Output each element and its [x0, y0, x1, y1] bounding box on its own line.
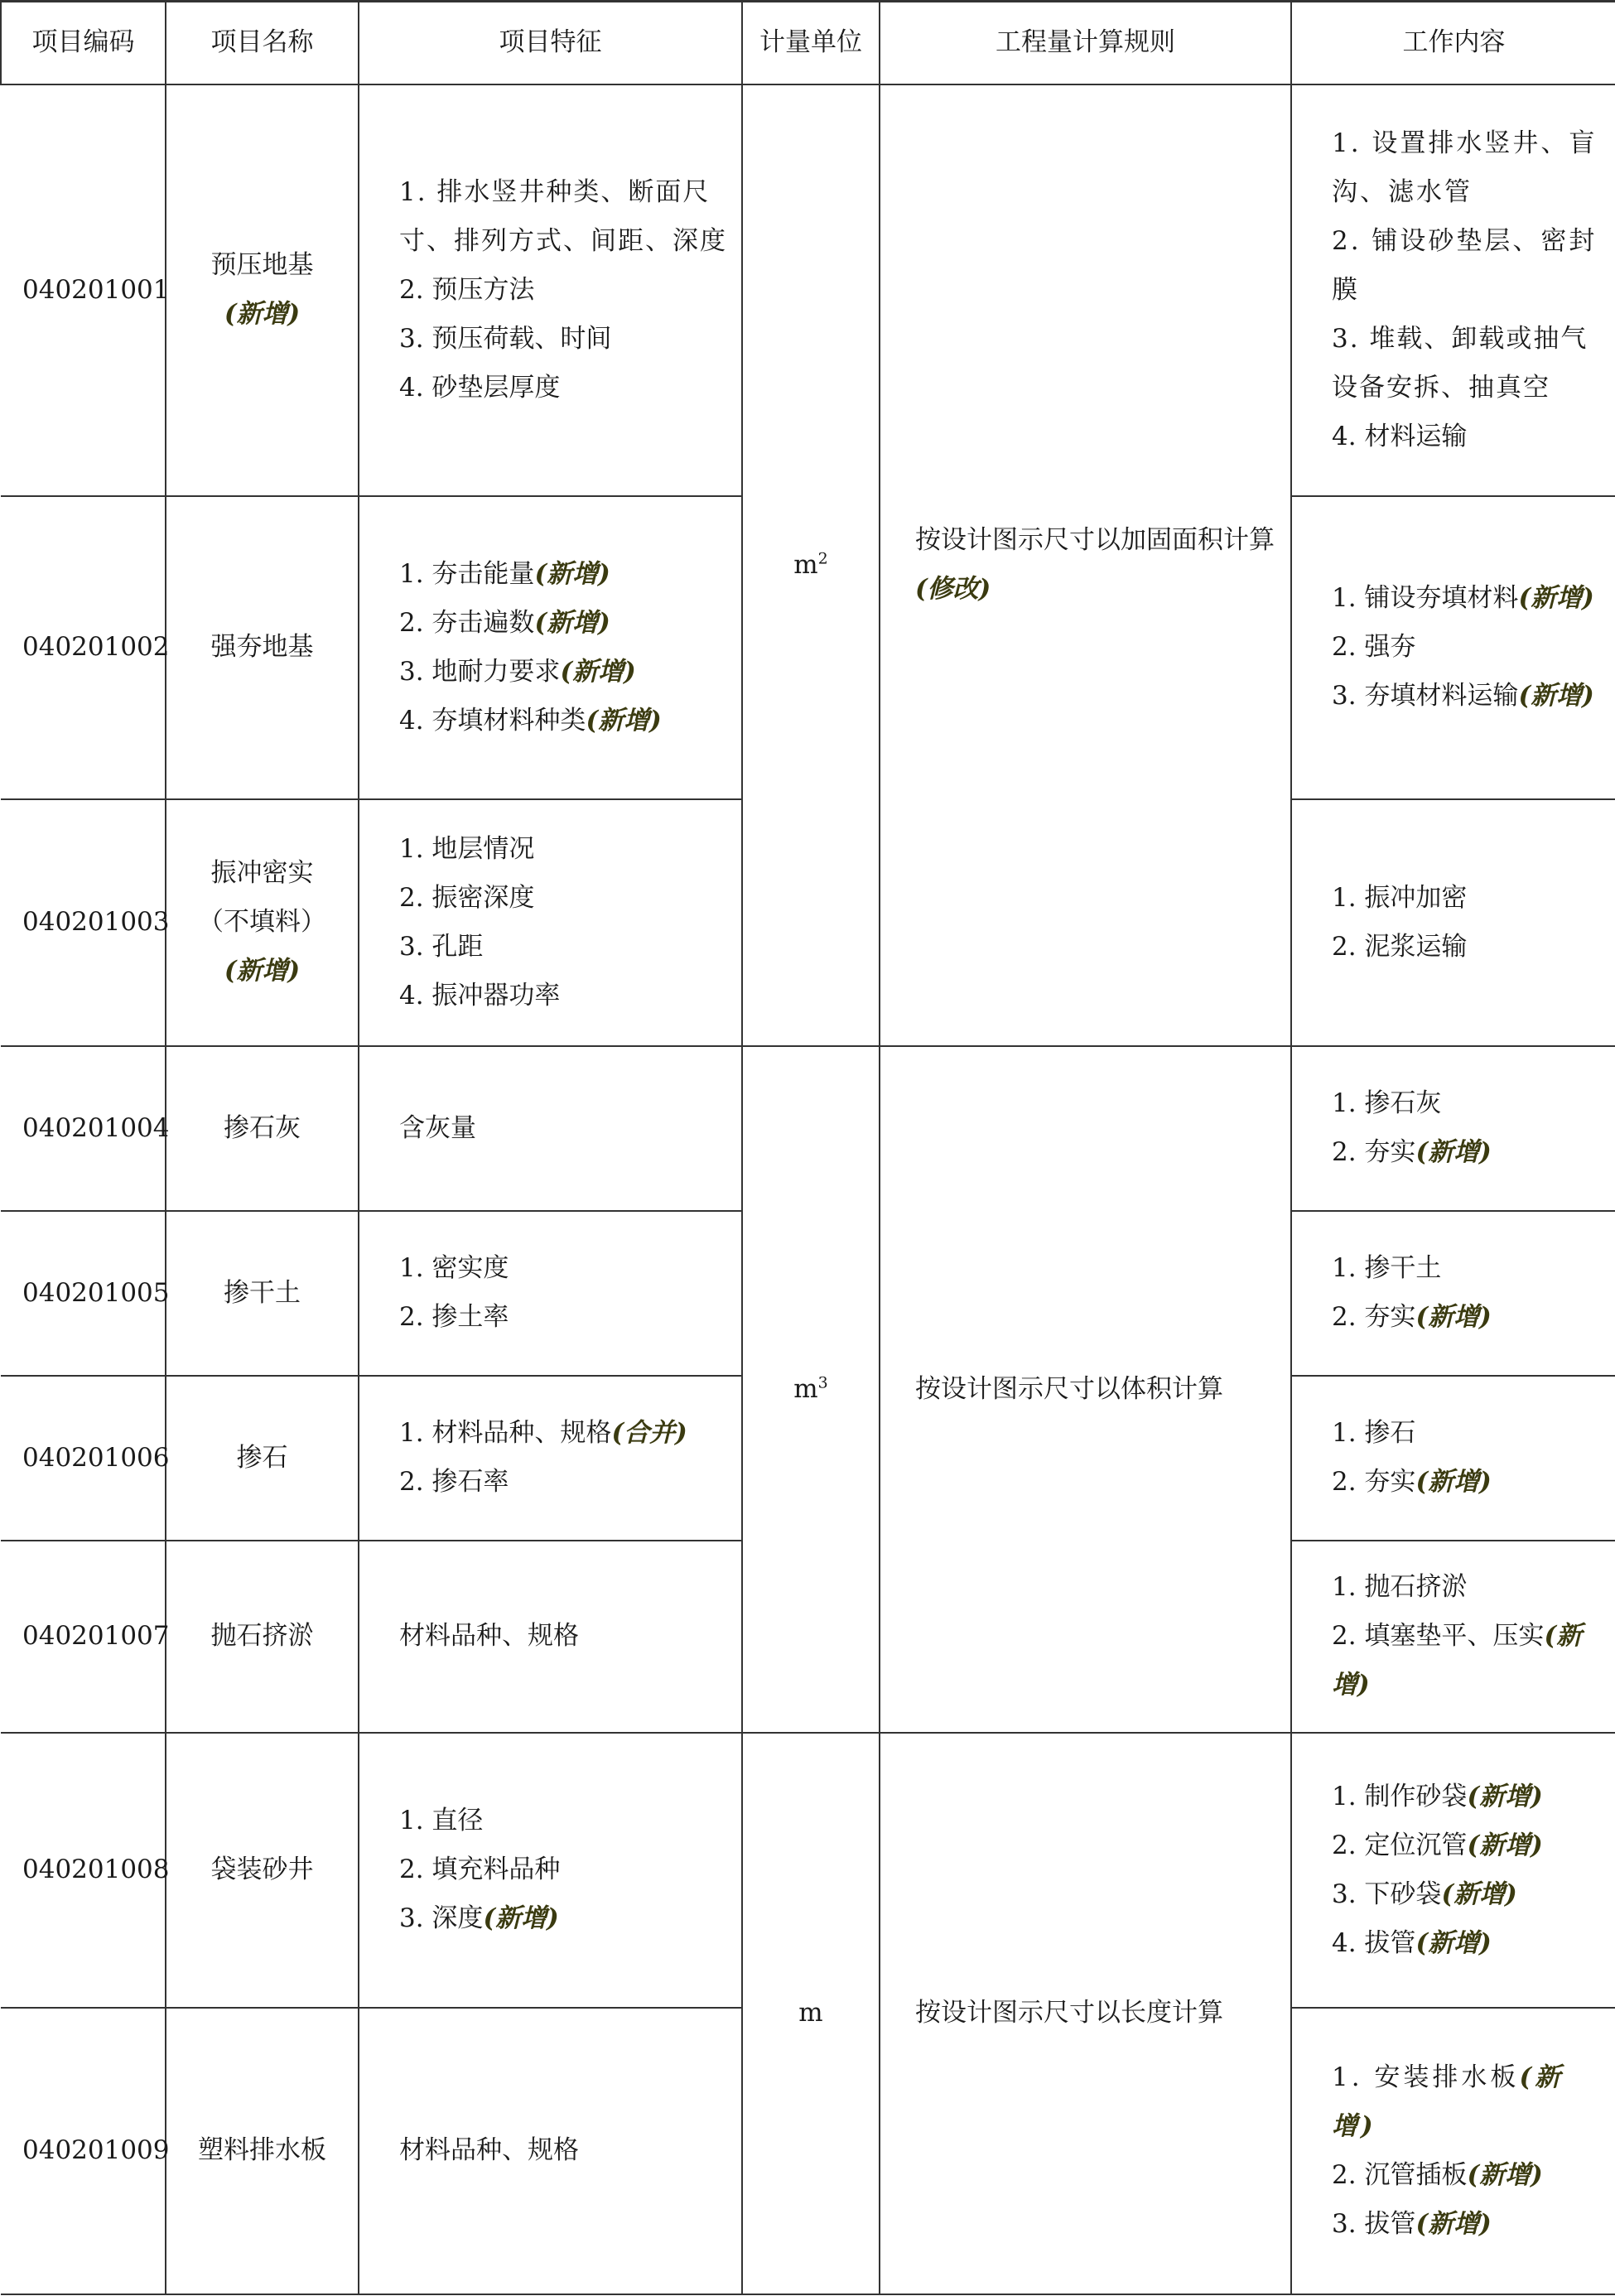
work-line: [1307, 2053, 1608, 2151]
rule-text: [890, 516, 1282, 614]
work-line: [1307, 672, 1608, 721]
work-line: [1307, 1773, 1608, 1821]
item-name: 掺石灰: [166, 1046, 359, 1211]
feature-line: 3. 孔距: [399, 931, 484, 962]
item-features: [359, 799, 742, 1046]
header-unit: 计量单位: [742, 2, 880, 84]
rule-cell: [880, 1733, 1291, 2294]
new-tag: (新增): [1415, 1302, 1492, 1332]
feature-text: 2. 夯击遍数: [399, 607, 535, 638]
header-rule: 工程量计算规则: [880, 2, 1291, 84]
table-row: [1, 1733, 1615, 2008]
item-name: [166, 799, 359, 1046]
new-tag: (新增): [1467, 1830, 1543, 1860]
feature-line: [374, 599, 733, 648]
new-tag: (新增): [224, 299, 301, 329]
work-line: [1307, 1128, 1608, 1177]
work-line: 1. 掺干土: [1332, 1253, 1442, 1283]
new-tag: (新增): [1415, 2208, 1492, 2239]
unit-base: m: [793, 549, 818, 580]
unit-sup: 3: [817, 1373, 828, 1392]
work-line: 4. 材料运输: [1332, 421, 1468, 451]
work-content: [1291, 496, 1615, 799]
feature-line: 1. 地层情况: [399, 833, 535, 864]
merged-tag: (合并): [611, 1418, 687, 1448]
new-tag: (新增): [1415, 1137, 1492, 1167]
work-content: [1291, 799, 1615, 1046]
item-name: 强夯地基: [166, 496, 359, 799]
rule-text: 按设计图示尺寸以体积计算: [915, 1373, 1223, 1404]
feature-line: [374, 1409, 733, 1458]
new-tag: (新增): [1467, 2159, 1543, 2190]
work-text: 2. 沉管插板: [1332, 2159, 1468, 2190]
work-text: 1. 铺设夯填材料: [1332, 583, 1519, 613]
new-tag: (新增): [224, 956, 301, 986]
feature-line: 4. 砂垫层厚度: [399, 372, 561, 403]
work-line: 2. 强夯: [1332, 632, 1416, 662]
work-line: 1. 掺石灰: [1332, 1088, 1442, 1118]
feature-line: 材料品种、规格: [399, 2135, 579, 2165]
item-name-text: 预压地基: [210, 250, 314, 280]
feature-line: [374, 697, 733, 745]
work-text: 1. 制作砂袋: [1332, 1781, 1468, 1811]
rule-cell: [880, 1046, 1291, 1733]
work-text: 3. 拔管: [1332, 2208, 1416, 2239]
header-name: 项目名称: [166, 2, 359, 84]
work-line: [1307, 1293, 1608, 1342]
new-tag: (新增): [560, 656, 636, 687]
work-line: [1307, 574, 1608, 623]
feature-line: [374, 648, 733, 697]
item-features: [359, 1733, 742, 2008]
item-name: 掺石: [166, 1376, 359, 1541]
feature-line: [374, 1894, 733, 1943]
new-tag: (新增): [1467, 1781, 1543, 1811]
feature-line: 1. 直径: [399, 1806, 484, 1835]
feature-line: 材料品种、规格: [399, 1621, 579, 1651]
work-line: 2. 铺设砂垫层、密封膜: [1332, 225, 1598, 305]
item-name: [166, 84, 359, 496]
work-line: 1. 设置排水竖井、盲沟、滤水管: [1332, 128, 1598, 207]
feature-line: 3. 预压荷载、时间: [399, 323, 612, 354]
work-content: [1291, 1376, 1615, 1541]
feature-line: 2. 掺石率: [399, 1467, 509, 1497]
new-tag: (新增): [1415, 1467, 1492, 1497]
new-tag: (新增): [586, 705, 662, 736]
work-text: 3. 下砂袋: [1332, 1879, 1442, 1909]
work-text: 3. 夯填材料运输: [1332, 681, 1519, 711]
feature-text: 1. 材料品种、规格: [399, 1418, 612, 1448]
work-text: 2. 夯实: [1332, 1302, 1416, 1332]
work-line: 1. 抛石挤淤: [1332, 1572, 1468, 1602]
item-features: [359, 2008, 742, 2294]
table-row: [1, 1046, 1615, 1211]
work-text: 2. 夯实: [1332, 1467, 1416, 1497]
item-code: 040201003: [1, 799, 166, 1046]
item-code: 040201007: [1, 1541, 166, 1733]
work-content: [1291, 1046, 1615, 1211]
new-tag: (新增): [1415, 1927, 1492, 1958]
work-content: [1291, 1211, 1615, 1376]
new-tag: (新增): [1332, 1621, 1583, 1700]
feature-line: 2. 振密深度: [399, 882, 535, 913]
item-code: 040201005: [1, 1211, 166, 1376]
item-name-text: 振冲密实: [210, 858, 314, 888]
work-line: 1. 掺石: [1332, 1418, 1416, 1448]
modified-tag: (修改): [915, 574, 991, 604]
feature-line: 2. 填充料品种: [399, 1855, 561, 1884]
feature-text: 4. 夯填材料种类: [399, 705, 586, 736]
item-features: [359, 1046, 742, 1211]
item-code: 040201002: [1, 496, 166, 799]
work-line: 2. 泥浆运输: [1332, 931, 1468, 962]
feature-line: 1. 密实度: [399, 1253, 509, 1283]
unit-cell: [742, 84, 880, 1046]
new-tag: (新增): [534, 558, 610, 589]
item-code: 040201004: [1, 1046, 166, 1211]
new-tag: (新增): [483, 1903, 559, 1933]
feature-text: 3. 地耐力要求: [399, 656, 561, 687]
unit-cell: [742, 1733, 880, 2294]
feature-text: 1. 夯击能量: [399, 558, 535, 589]
new-tag: (新增): [1518, 583, 1594, 613]
work-text: 2. 夯实: [1332, 1137, 1416, 1167]
feature-line: 4. 振冲器功率: [399, 980, 561, 1011]
item-features: [359, 1376, 742, 1541]
table-header-row: [1, 2, 1615, 84]
new-tag: (新增): [1332, 2062, 1564, 2141]
item-features: [359, 1541, 742, 1733]
new-tag: (新增): [1441, 1879, 1517, 1909]
header-features: 项目特征: [359, 2, 742, 84]
work-content: [1291, 2008, 1615, 2294]
feature-line: 2. 预压方法: [399, 274, 535, 305]
new-tag: (新增): [1518, 681, 1594, 711]
item-name: 塑料排水板: [166, 2008, 359, 2294]
feature-text: 3. 深度: [399, 1903, 484, 1933]
work-content: [1291, 1541, 1615, 1733]
feature-line: [374, 550, 733, 599]
rule-cell: [880, 84, 1291, 1046]
feature-line: 1. 排水竖井种类、断面尺寸、排列方式、间距、深度: [399, 176, 727, 256]
work-text: 1. 安装排水板: [1332, 2062, 1520, 2092]
work-line: [1307, 2200, 1608, 2249]
work-line: [1307, 1612, 1608, 1710]
work-line: [1307, 1919, 1608, 1968]
work-line: [1307, 2151, 1608, 2200]
item-code: 040201009: [1, 2008, 166, 2294]
item-name: 袋装砂井: [166, 1733, 359, 2008]
item-name: 掺干土: [166, 1211, 359, 1376]
header-code: 项目编码: [1, 2, 166, 84]
new-tag: (新增): [534, 607, 610, 638]
work-content: [1291, 84, 1615, 496]
work-line: [1307, 1870, 1608, 1919]
work-line: [1307, 1458, 1608, 1507]
unit-base: m: [798, 1998, 823, 2028]
work-line: 3. 堆载、卸载或抽气设备安拆、抽真空: [1332, 323, 1588, 403]
work-line: [1307, 1821, 1608, 1870]
unit-cell: [742, 1046, 880, 1733]
unit-sup: 2: [817, 549, 828, 568]
item-features: [359, 496, 742, 799]
table-row: [1, 84, 1615, 496]
unit-base: m: [793, 1373, 818, 1404]
item-features: [359, 1211, 742, 1376]
feature-line: 2. 掺土率: [399, 1302, 509, 1332]
feature-line: 含灰量: [399, 1112, 476, 1143]
item-name: 抛石挤淤: [166, 1541, 359, 1733]
item-features: [359, 84, 742, 496]
work-text: 4. 拔管: [1332, 1927, 1416, 1958]
work-text: 2. 定位沉管: [1332, 1830, 1468, 1860]
item-code: 040201001: [1, 84, 166, 496]
item-code: 040201006: [1, 1376, 166, 1541]
rule-text-main: 按设计图示尺寸以加固面积计算: [915, 525, 1275, 555]
header-work: 工作内容: [1291, 2, 1615, 84]
item-name-text: （不填料）: [198, 907, 326, 937]
work-line: 1. 振冲加密: [1332, 882, 1468, 913]
work-text: 2. 填塞垫平、压实: [1332, 1621, 1545, 1651]
work-content: [1291, 1733, 1615, 2008]
rule-text: 按设计图示尺寸以长度计算: [915, 1998, 1223, 2028]
item-code: 040201008: [1, 1733, 166, 2008]
